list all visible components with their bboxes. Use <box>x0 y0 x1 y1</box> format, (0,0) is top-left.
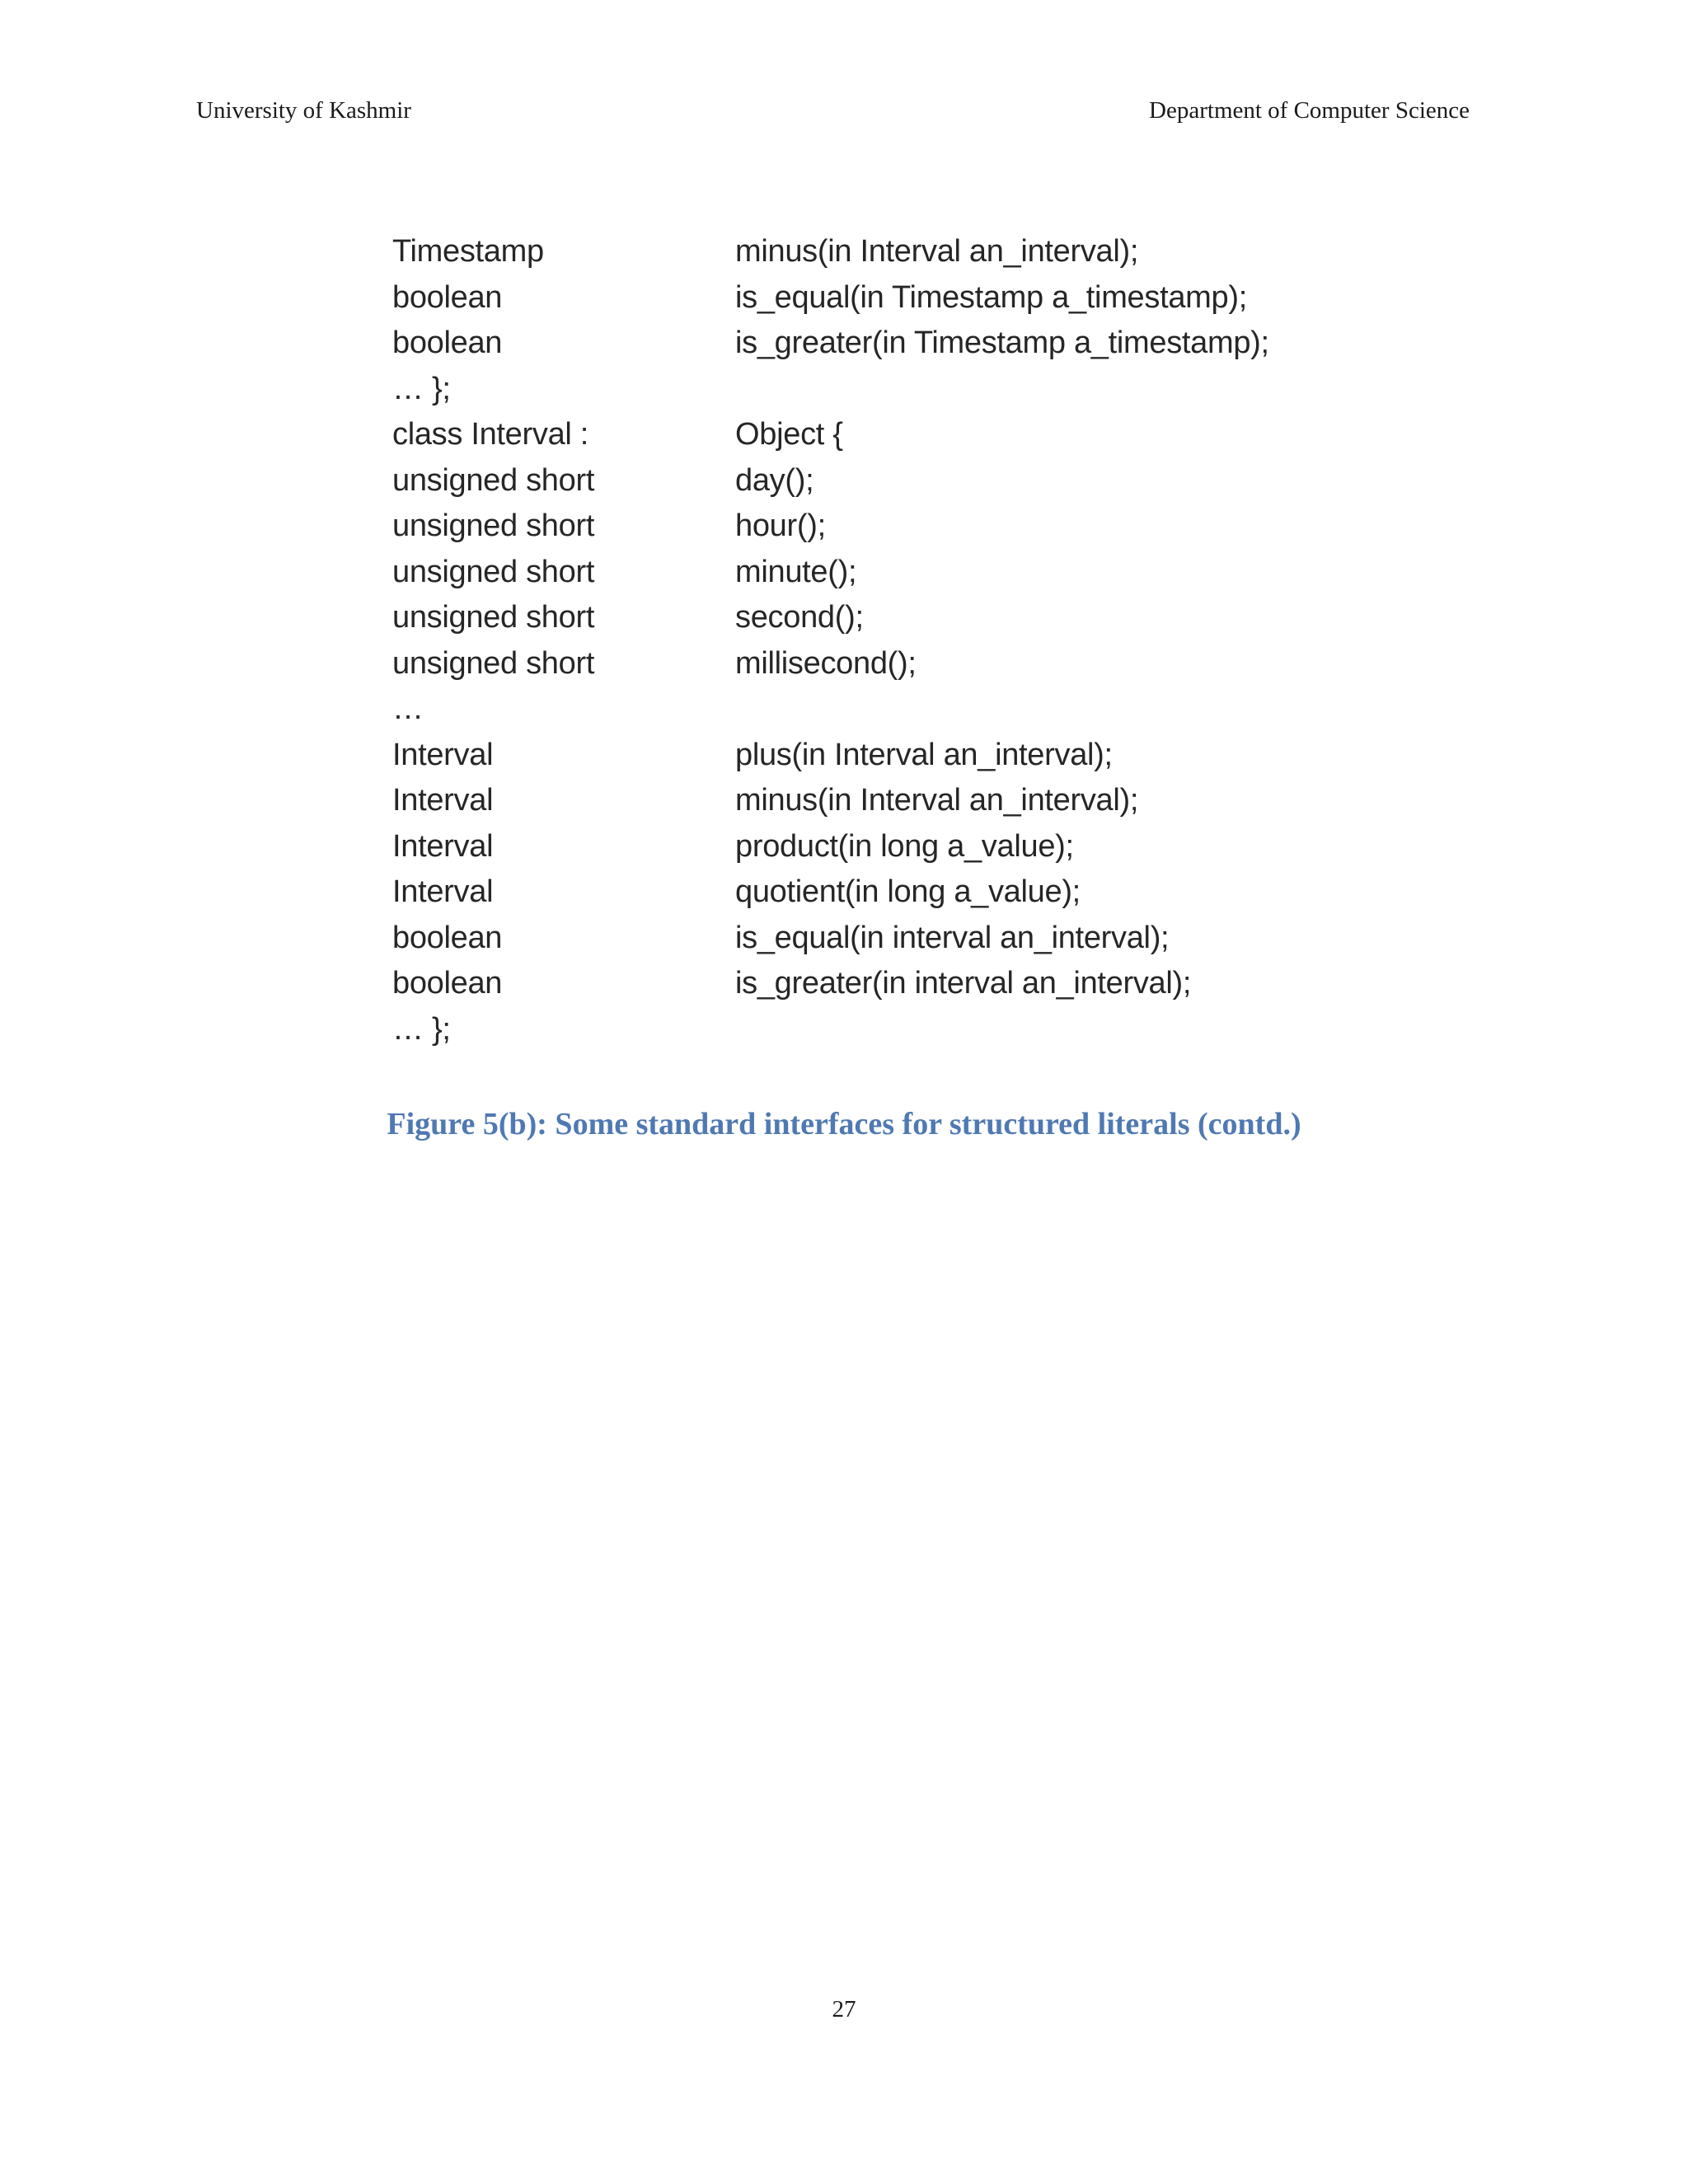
code-line <box>392 550 1332 596</box>
code-line <box>392 687 1332 733</box>
code-member: is_greater(in Timestamp a_timestamp); <box>735 326 1269 360</box>
code-member: Object { <box>735 417 843 452</box>
code-line <box>392 869 1332 916</box>
code-line <box>392 367 1332 413</box>
code-type: Interval <box>392 874 494 909</box>
code-member: millisecond(); <box>735 645 917 681</box>
code-member: day(); <box>735 462 814 498</box>
code-member: is_greater(in interval an_interval); <box>735 966 1192 1001</box>
code-line <box>392 595 1332 641</box>
page-number: 27 <box>832 1996 856 2022</box>
code-member: minute(); <box>735 554 857 589</box>
figure-caption: Figure 5(b): Some standard interfaces for structured literals (contd.) <box>387 1107 1301 1141</box>
code-line <box>392 641 1332 687</box>
code-line <box>392 275 1332 321</box>
code-type: … }; <box>392 371 451 406</box>
code-line <box>392 504 1332 550</box>
code-type: class Interval : <box>392 417 589 452</box>
code-type: Interval <box>392 828 494 864</box>
code-line <box>392 458 1332 504</box>
code-member: minus(in Interval an_interval); <box>735 234 1139 269</box>
code-line <box>392 412 1332 458</box>
code-line <box>392 321 1332 367</box>
code-type: boolean <box>392 966 503 1001</box>
code-member: minus(in Interval an_interval); <box>735 783 1139 818</box>
code-listing <box>392 229 1332 1052</box>
code-line <box>392 733 1332 779</box>
code-type: boolean <box>392 326 503 360</box>
code-line <box>392 916 1332 962</box>
code-line <box>392 824 1332 870</box>
code-type: unsigned short <box>392 509 595 543</box>
code-member: quotient(in long a_value); <box>735 874 1081 909</box>
code-type: unsigned short <box>392 600 595 635</box>
code-type: unsigned short <box>392 462 595 498</box>
code-type: unsigned short <box>392 554 595 589</box>
code-line <box>392 1007 1332 1053</box>
code-type: … }; <box>392 1011 451 1047</box>
code-member: plus(in Interval an_interval); <box>735 737 1113 772</box>
code-type: unsigned short <box>392 645 595 681</box>
page-header <box>196 97 1470 130</box>
header-department: Department of Computer Science <box>1149 97 1470 124</box>
code-member: is_equal(in interval an_interval); <box>735 920 1170 955</box>
code-line <box>392 778 1332 824</box>
code-type: … <box>392 691 424 726</box>
code-line <box>392 961 1332 1007</box>
code-member: second(); <box>735 600 864 635</box>
code-type: Interval <box>392 737 494 772</box>
code-member: hour(); <box>735 509 826 543</box>
code-type: boolean <box>392 920 503 955</box>
header-university: University of Kashmir <box>196 97 411 124</box>
code-type: Timestamp <box>392 234 544 269</box>
code-line <box>392 229 1332 275</box>
code-type: Interval <box>392 783 494 818</box>
code-member: is_equal(in Timestamp a_timestamp); <box>735 279 1247 315</box>
code-type: boolean <box>392 279 503 315</box>
code-member: product(in long a_value); <box>735 828 1074 864</box>
